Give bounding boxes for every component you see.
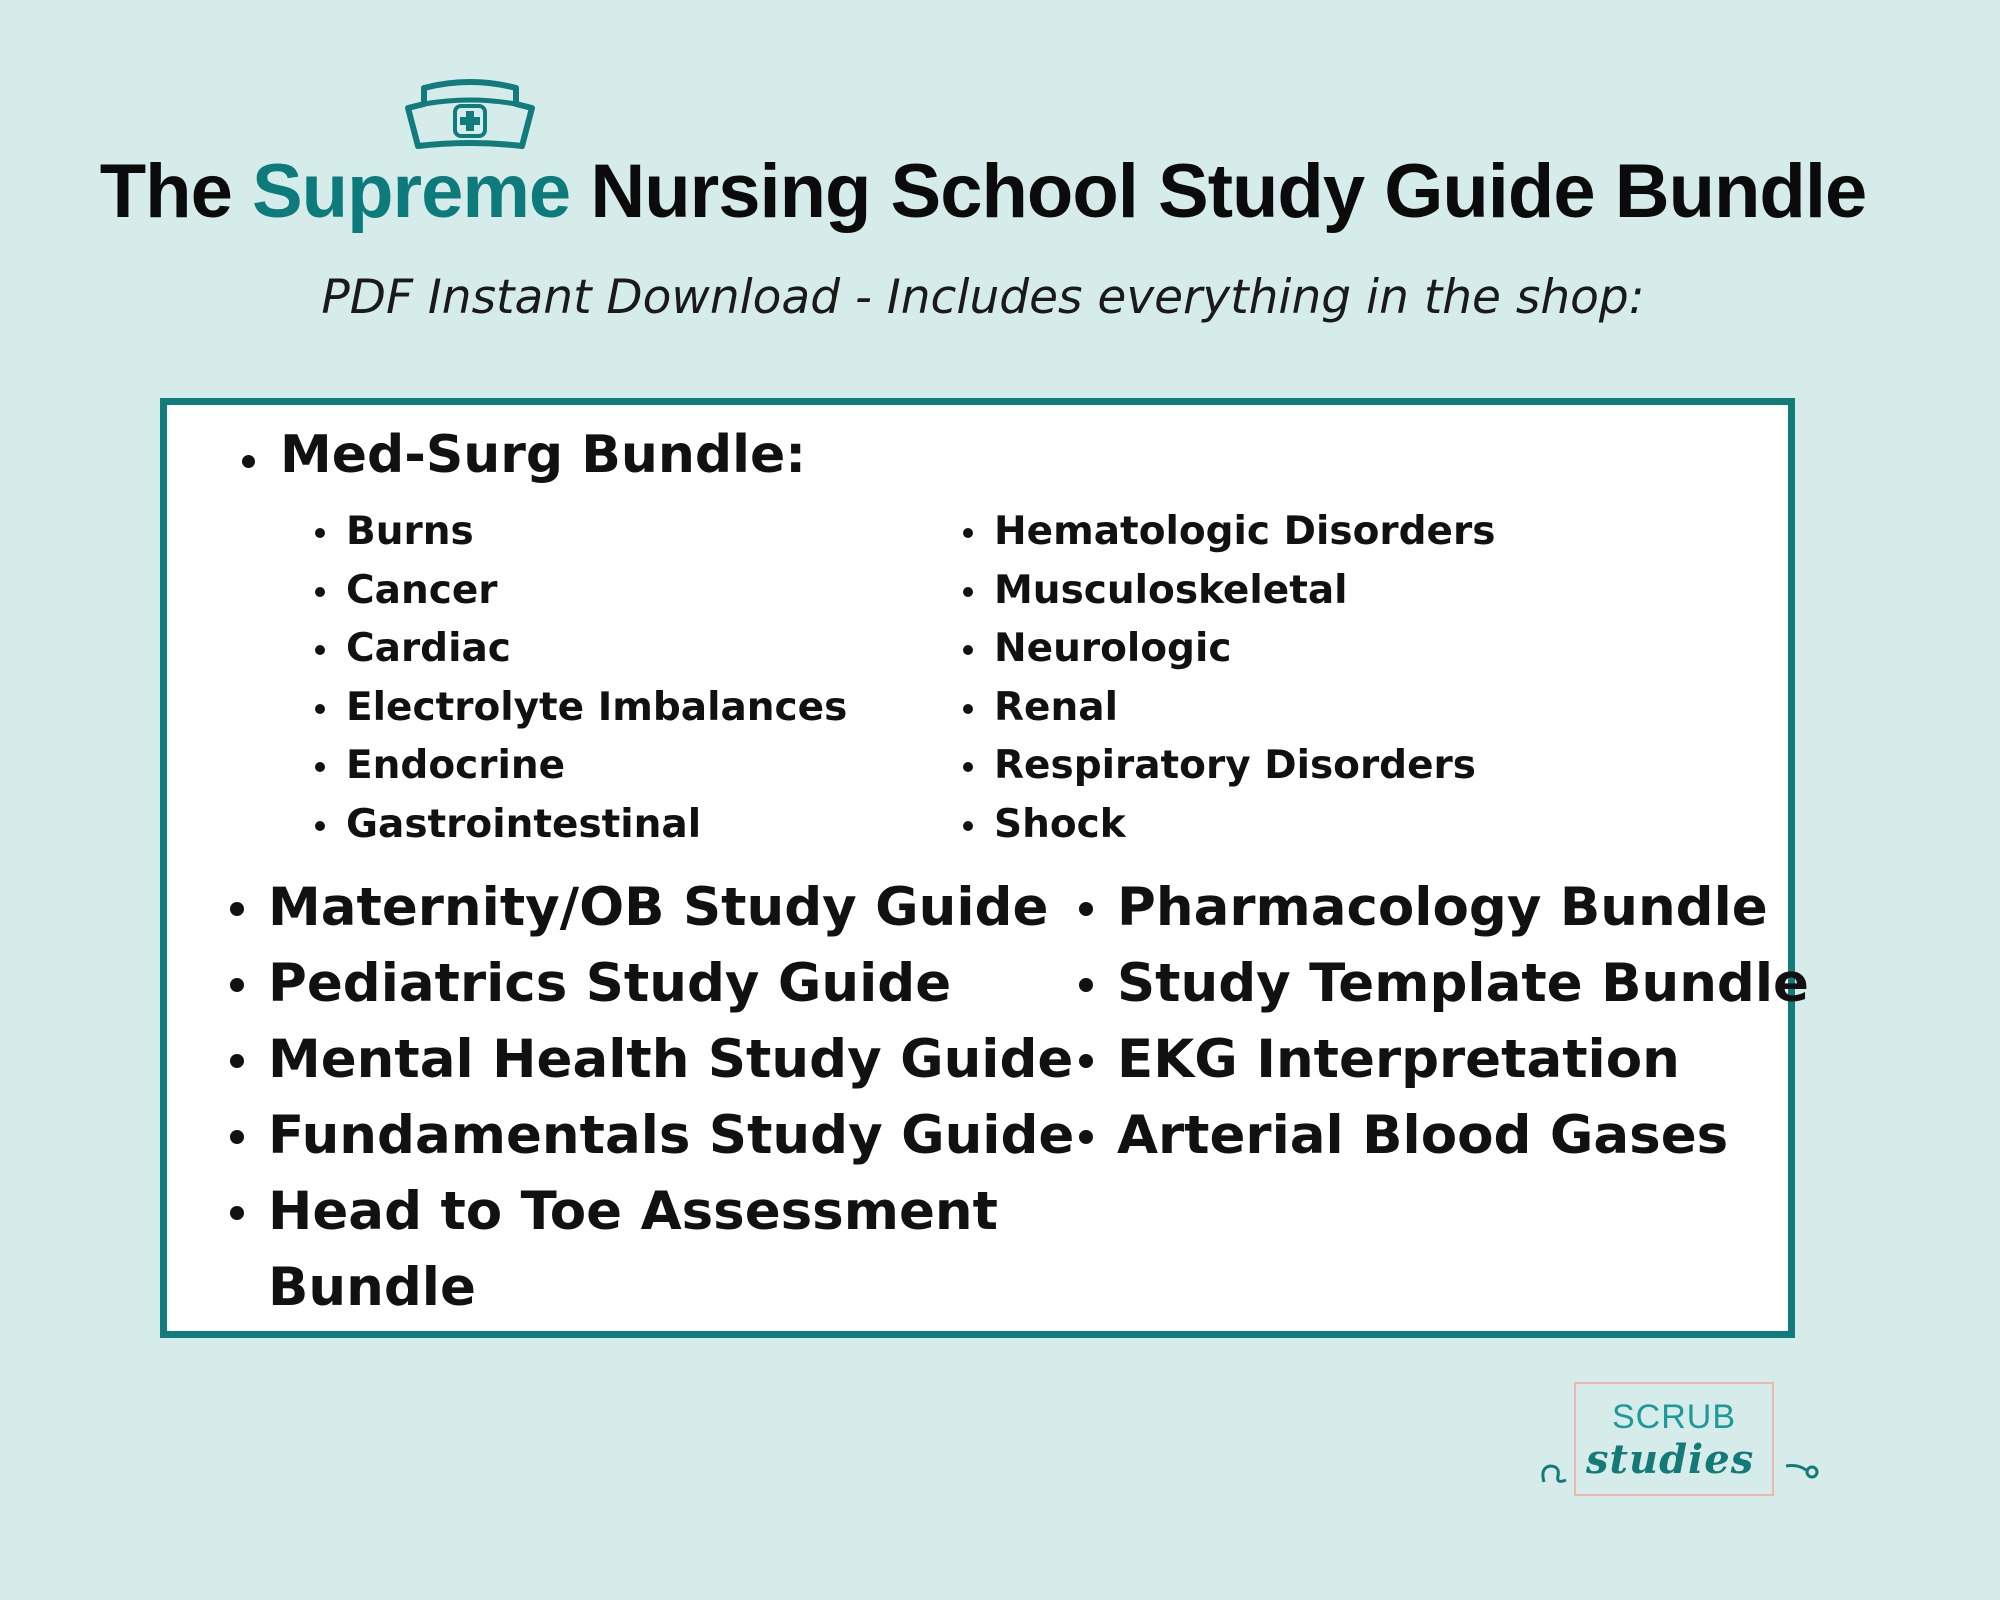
title-part-1: The [99,149,252,234]
title-accent: Supreme [251,149,571,234]
list-item: Burns [346,503,847,562]
list-item: Mental Health Study Guide [268,1022,1074,1098]
list-item: Electrolyte Imbalances [346,679,847,738]
logo-top-text: SCRUB [1611,1398,1737,1436]
med-surg-left-list [346,503,847,855]
list-item-continuation [268,1250,1074,1326]
list-item: Pediatrics Study Guide [268,946,1074,1022]
list-item: Renal [994,679,1495,738]
list-item: Endocrine [346,737,847,796]
page-title [0,148,1966,235]
list-item: Gastrointestinal [346,796,847,855]
list-item: Shock [994,796,1495,855]
list-item: Head to Toe Assessment [268,1174,1074,1250]
med-surg-heading: Med-Surg Bundle: [280,425,807,485]
scrub-studies-logo [1574,1382,1774,1496]
page-subtitle: PDF Instant Download - Includes everything in the shop: [321,270,1645,325]
list-item: Cardiac [346,620,847,679]
med-surg-right-list [994,503,1495,855]
list-item: Neurologic [994,620,1495,679]
list-item: Maternity/OB Study Guide [268,870,1074,946]
list-item: Study Template Bundle [1117,946,1809,1022]
list-item: Pharmacology Bundle [1117,870,1809,946]
title-part-2: Nursing School Study Guide Bundle [570,149,1867,234]
list-item: Cancer [346,562,847,621]
list-item: Arterial Blood Gases [1117,1098,1809,1174]
list-item: EKG Interpretation [1117,1022,1809,1098]
bundle-list-left [268,870,1074,1326]
list-item-continuation-text: Bundle [268,1257,476,1318]
list-item: Hematologic Disorders [994,503,1495,562]
list-item: Fundamentals Study Guide [268,1098,1074,1174]
list-item: Respiratory Disorders [994,737,1495,796]
logo-script-text: studies [1586,1436,1755,1483]
list-item: Musculoskeletal [994,562,1495,621]
bundle-list-right [1117,870,1809,1174]
